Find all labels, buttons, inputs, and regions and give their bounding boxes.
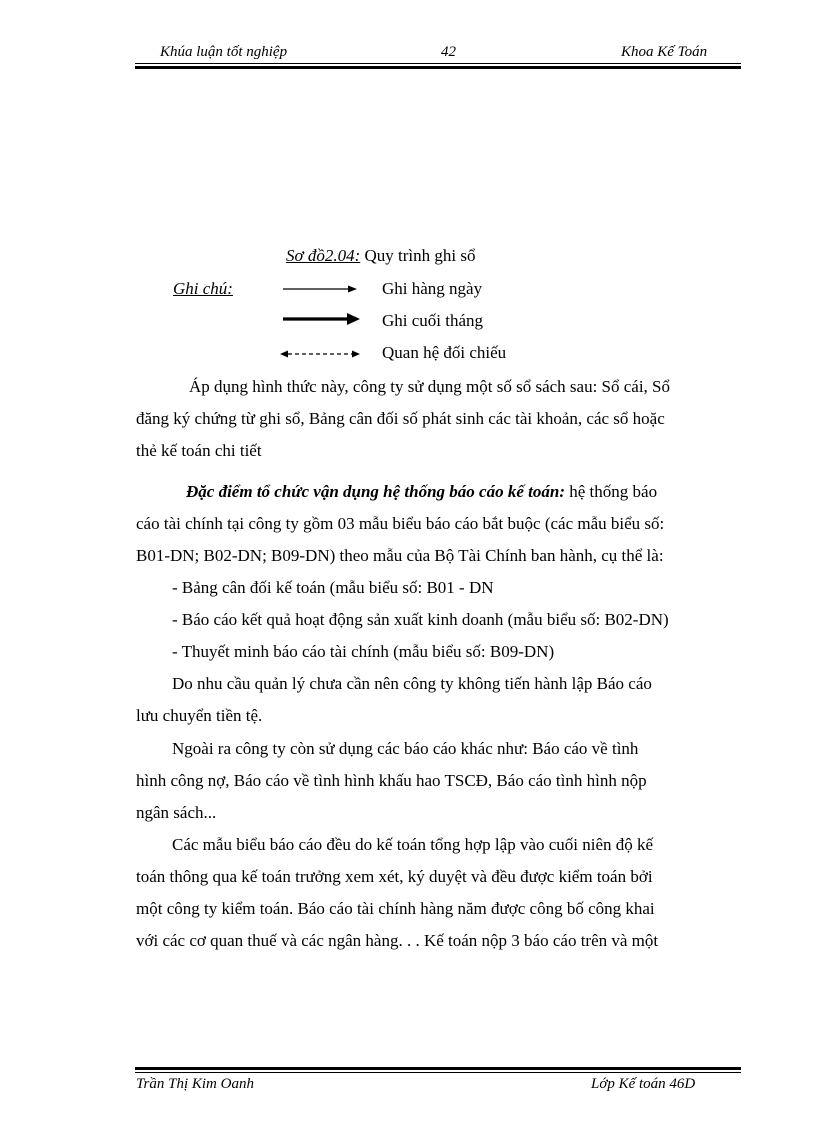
dashed-double-arrow-icon: [280, 351, 360, 358]
section-heading-tail: hệ thống báo: [565, 482, 658, 501]
legend-label-reconciliation: Quan hệ đối chiếu: [382, 343, 507, 362]
legend-label-month-end: Ghi cuối tháng: [382, 311, 484, 330]
footer-rule-thick: [135, 1067, 741, 1070]
paragraph-3-line-2: lưu chuyển tiền tệ.: [136, 706, 263, 725]
legend-title: Ghi chú:: [173, 279, 233, 298]
bullet-1: - Bảng cân đối kế toán (mẫu biểu số: B01 - DN: [172, 578, 494, 597]
paragraph-3-line-1: Do nhu cầu quản lý chưa cần nên công ty không tiến hành lập Báo cáo: [172, 674, 652, 693]
paragraph-4-line-3: ngân sách...: [136, 803, 217, 822]
paragraph-2-line-2: cáo tài chính tại công ty gồm 03 mẫu biểu báo cáo bắt buộc (các mẫu biểu số:: [136, 514, 665, 533]
paragraph-4-line-2: hình công nợ, Báo cáo về tình hình khấu hao TSCĐ, Báo cáo tình hình nộp: [136, 771, 647, 790]
paragraph-5-line-3: một công ty kiểm toán. Báo cáo tài chính hàng năm được công bố công khai: [136, 899, 655, 918]
paragraph-1-line-2: đăng ký chứng từ ghi sổ, Bảng cân đối số phát sinh các tài khoản, các sổ hoặc: [136, 409, 665, 428]
diagram-caption-label: Sơ đồ2.04:: [286, 246, 361, 265]
header-rule-thin: [135, 63, 741, 64]
paragraph-2-line-3: B01-DN; B02-DN; B09-DN) theo mẫu của Bộ Tài Chính ban hành, cụ thể là:: [136, 546, 664, 565]
footer-rule-thin: [135, 1072, 741, 1073]
footer-class: Lớp Kế toán 46D: [591, 1076, 696, 1092]
section-heading: Đặc điểm tổ chức vận dụng hệ thống báo cáo kế toán:: [186, 482, 565, 501]
page-number: 42: [441, 44, 456, 60]
thin-arrow-icon: [283, 286, 357, 293]
paragraph-2-line-1: [186, 482, 657, 502]
bullet-3: - Thuyết minh báo cáo tài chính (mẫu biểu số: B09-DN): [172, 642, 555, 661]
header-left: Khúa luận tốt nghiệp: [160, 44, 288, 60]
diagram-caption-text: Quy trình ghi sổ: [360, 246, 476, 265]
paragraph-1-line-1: Áp dụng hình thức này, công ty sử dụng một số sổ sách sau: Sổ cái, Sổ: [189, 377, 671, 396]
header-right: Khoa Kế Toán: [621, 44, 708, 60]
paragraph-1-line-3: thẻ kế toán chi tiết: [136, 441, 262, 460]
diagram-caption: [286, 246, 475, 266]
legend-label-daily: Ghi hàng ngày: [382, 279, 483, 298]
paragraph-5-line-4: với các cơ quan thuế và các ngân hàng. . . Kế toán nộp 3 báo cáo trên và một: [136, 931, 659, 950]
header-rule-thick: [135, 66, 741, 69]
paragraph-5-line-2: toán thông qua kế toán trưởng xem xét, ký duyệt và đều được kiểm toán bởi: [136, 867, 653, 886]
paragraph-4-line-1: Ngoài ra công ty còn sử dụng các báo cáo khác như: Báo cáo về tình: [172, 739, 639, 758]
legend-arrows: [280, 281, 370, 365]
thick-arrow-icon: [283, 313, 360, 325]
paragraph-5-line-1: Các mẫu biểu báo cáo đều do kế toán tổng hợp lập vào cuối niên độ kế: [172, 835, 654, 854]
footer-author: Trần Thị Kim Oanh: [136, 1076, 254, 1092]
bullet-2: - Báo cáo kết quả hoạt động sản xuất kinh doanh (mẫu biểu số: B02-DN): [172, 610, 669, 629]
